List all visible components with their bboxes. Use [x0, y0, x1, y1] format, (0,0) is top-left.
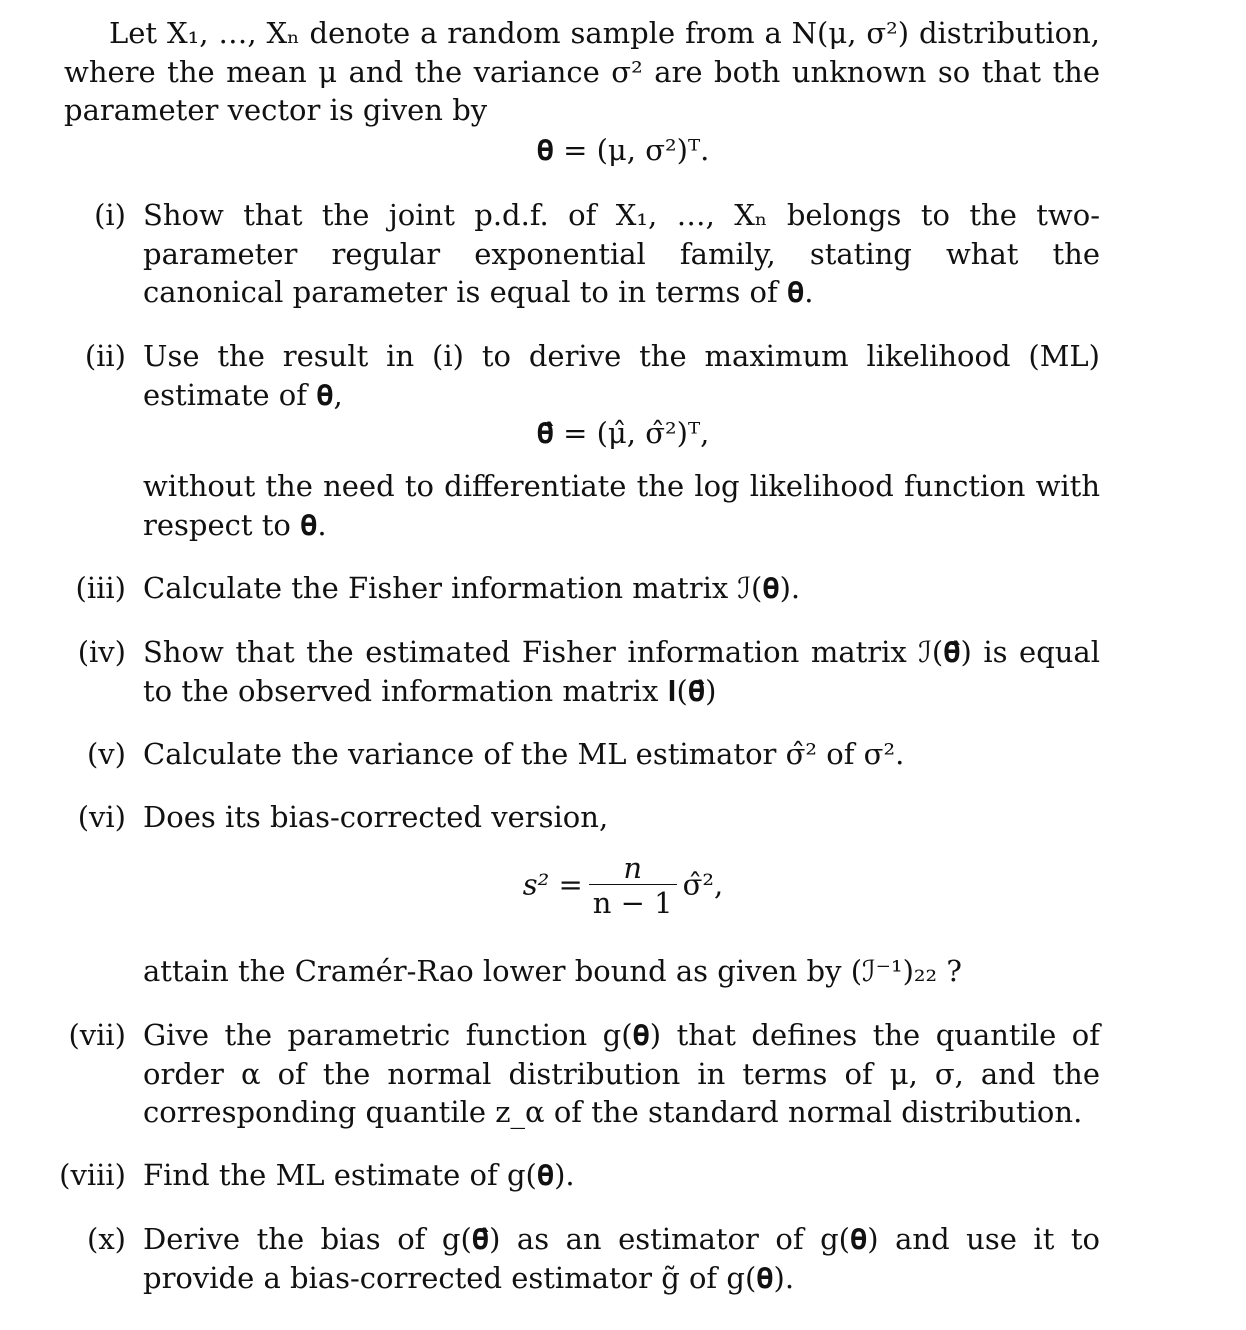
question-text: Show that the joint p.d.f. of X₁, …, Xₙ belongs to the two-parameter regular exponential family, stating what the canonical parameter is equal to in terms of 𝛉.: [143, 198, 1100, 309]
question-text: Find the ML estimate of g(𝛉).: [143, 1158, 575, 1192]
question-text: Does its bias-corrected version,: [143, 800, 609, 834]
question-text: Show that the estimated Fisher information matrix ℐ(𝛉̂) is equal to the observed information matrix 𝐈(𝛉̂): [143, 635, 1100, 708]
question-text: attain the Cramér-Rao lower bound as given by (ℐ⁻¹)₂₂ ?: [143, 954, 962, 988]
question-label: (iii): [75, 571, 126, 605]
fraction: [589, 852, 677, 921]
question-text: Give the parametric function g(𝛉) that defines the quantile of order α of the normal distribution in terms of μ, σ, and the corresponding quantile z_α of the standard normal distribution.: [143, 1018, 1100, 1129]
question-text: Derive the bias of g(𝛉̂) as an estimator of g(𝛉) and use it to provide a bias-corrected estimator g̃ of g(𝛉).: [143, 1222, 1100, 1295]
equation-rhs: σ̂²,: [682, 867, 724, 902]
fraction-denominator: n − 1: [589, 884, 677, 921]
question-text: Use the result in (i) to derive the maximum likelihood (ML) estimate of 𝛉,: [143, 339, 1100, 412]
question-label: (v): [86, 737, 126, 771]
fraction-numerator: n: [623, 851, 643, 885]
question-text: Calculate the variance of the ML estimator σ̂² of σ².: [143, 737, 905, 771]
question-text: Calculate the Fisher information matrix ℐ(𝛉).: [143, 571, 801, 605]
question-label: (vi): [77, 800, 126, 834]
question-label: (iv): [77, 635, 126, 669]
theta-hat-equation: 𝛉̂ = (μ̂, σ̂²)ᵀ,: [536, 416, 710, 450]
question-label: (i): [94, 198, 126, 232]
theta-definition-equation: 𝛉 = (μ, σ²)ᵀ.: [536, 133, 710, 167]
question-text: without the need to differentiate the log likelihood function with respect to 𝛉.: [143, 469, 1100, 542]
s-squared-equation: [0, 852, 1246, 921]
intro-paragraph: Let X₁, …, Xₙ denote a random sample from a N(μ, σ²) distribution, where the mean μ and the variance σ² are both unknown so that the parameter vector is given by: [64, 16, 1100, 127]
question-label: (vii): [68, 1018, 126, 1052]
question-label: (ii): [84, 339, 126, 373]
equation-lhs: s² =: [522, 867, 583, 902]
question-label: (x): [87, 1222, 126, 1256]
question-label: (viii): [59, 1158, 126, 1192]
